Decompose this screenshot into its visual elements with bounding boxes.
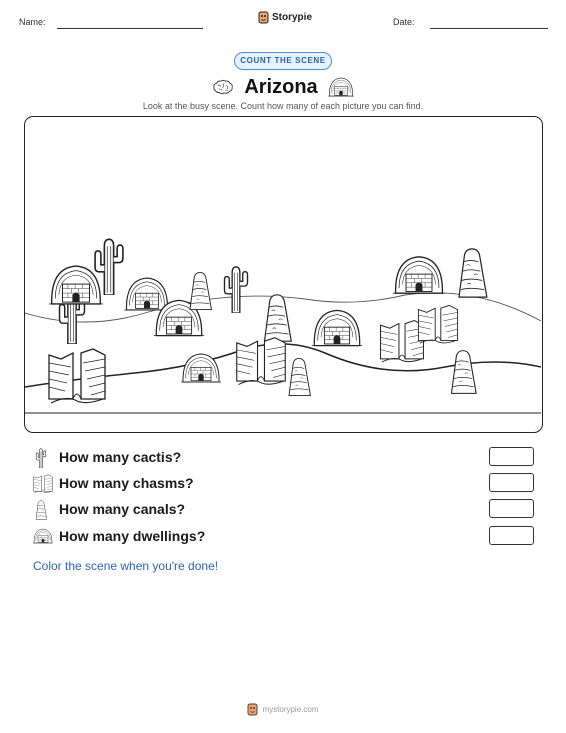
chasm-icon [33,474,53,494]
scene-canal [265,295,292,341]
scene-chasm [418,305,457,343]
question-canal [33,499,535,521]
name-line[interactable] [57,28,203,29]
answer-box-cactus[interactable] [489,447,534,466]
scene-canal [190,272,211,309]
cactus-icon [33,448,49,468]
page-title: Arizona [244,75,318,98]
scene-canal [289,358,310,395]
scene-cactus [224,267,247,313]
question-cactus [33,447,535,469]
scene-dwelling [393,257,445,293]
storypie-mascot-icon [258,11,269,24]
dwelling-icon [33,527,53,545]
count-scene [24,116,543,433]
page-header [0,10,566,34]
scene-illustration [25,117,541,431]
scene-chasm [49,349,105,403]
answer-box-dwelling[interactable] [489,526,534,545]
date-label: Date: [393,17,415,27]
name-label: Name: [19,17,46,27]
date-line[interactable] [430,28,548,29]
activity-badge: COUNT THE SCENE [234,52,332,70]
question-text: How many cactis? [59,449,182,465]
title-row [0,73,566,101]
brain-icon [212,79,234,95]
scene-canal [459,249,487,297]
answer-box-canal[interactable] [489,499,534,518]
scene-dwelling [312,310,362,345]
storypie-mascot-icon [247,703,258,716]
question-dwelling [33,526,535,548]
footer-url: mystorypie.com [262,705,319,714]
page-footer [0,703,566,716]
scene-chasm [381,321,424,362]
question-chasm [33,473,535,495]
answer-box-chasm[interactable] [489,473,534,492]
question-text: How many canals? [59,501,186,517]
brand-name: Storypie [272,12,313,23]
scene-canal [452,351,477,394]
scene-dwelling [124,278,170,310]
outro-text: Color the scene when you're done! [33,559,219,573]
instructions: Look at the busy scene. Count how many of each picture you can find. [142,101,424,111]
scene-dwelling [49,266,103,304]
question-text: How many chasms? [59,475,194,491]
dwelling-icon [328,76,354,98]
canal-icon [33,500,49,520]
question-text: How many dwellings? [59,528,206,544]
brand-logo [258,11,312,24]
